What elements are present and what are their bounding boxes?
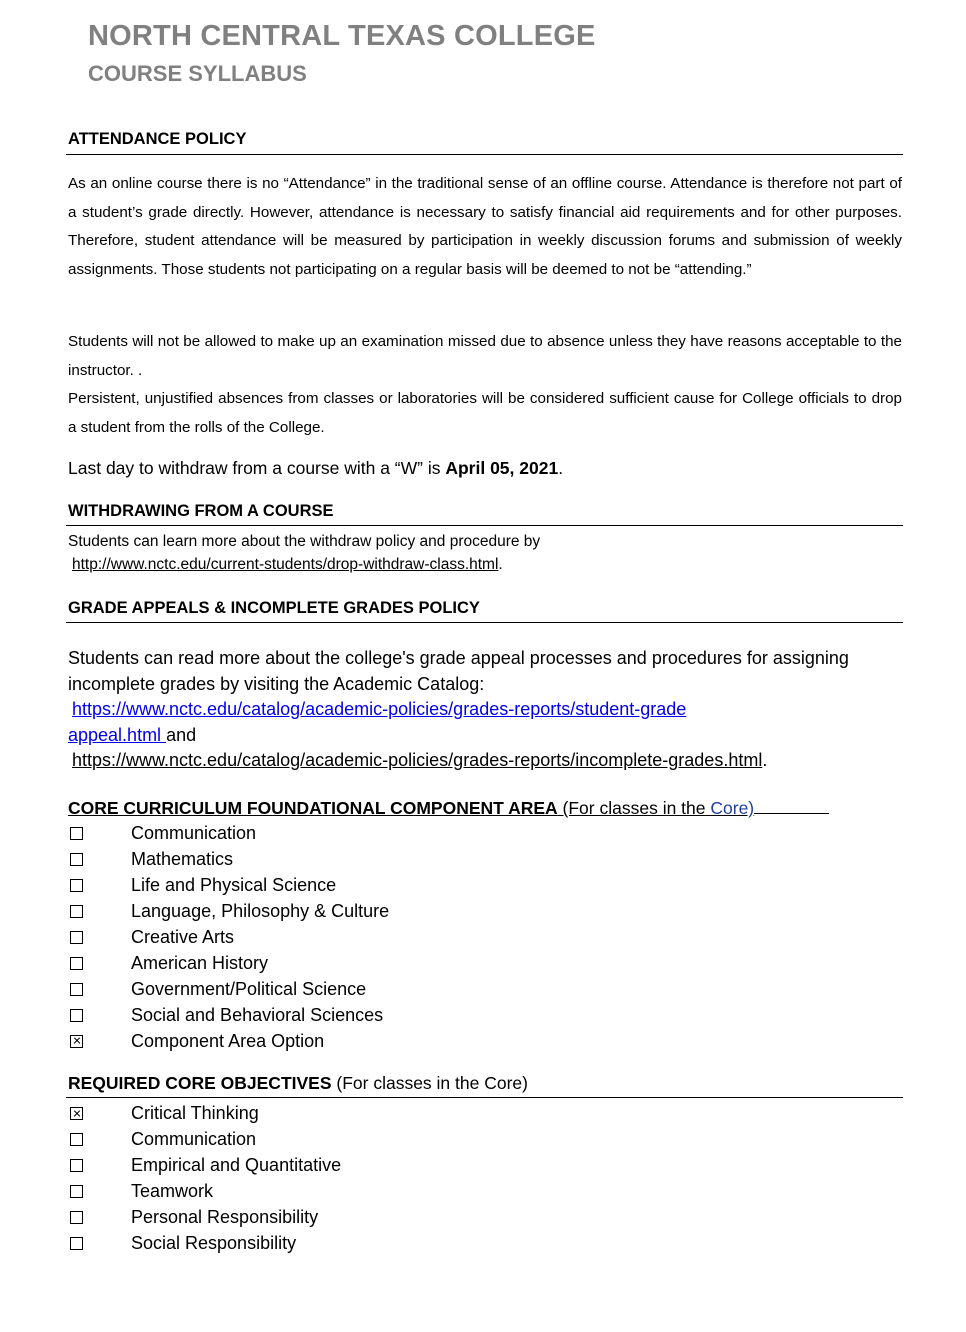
link-suffix: .: [762, 750, 768, 770]
item-label: Social and Behavioral Sciences: [131, 1004, 384, 1025]
section-divider: [66, 1097, 903, 1098]
attendance-paragraph: As an online course there is no “Attendance” in the traditional sense of an offline course. Attendance is therefore not part of a student’s grade directly. However, attendance is necessary to satisfy financial aid requirements and for other purposes. Therefore, student attendance will be measured by participation in weekly discussion forums and submission of weekly assignments. Those students not participating on a regular basis will be deemed to not be “attending.”: [68, 175, 902, 278]
checkbox-unchecked-icon[interactable]: [70, 879, 83, 892]
withdraw-text: Students can learn more about the withdraw policy and procedure by: [68, 533, 541, 550]
core-objective-item: [68, 1230, 341, 1256]
incomplete-grades-link[interactable]: https://www.nctc.edu/catalog/academic-policies/grades-reports/incomplete-grades.html: [72, 750, 763, 770]
item-label: Language, Philosophy & Culture: [131, 901, 390, 922]
checkbox-checked-icon[interactable]: [70, 1035, 83, 1048]
item-label: Communication: [131, 1129, 257, 1150]
core-link[interactable]: Core): [710, 798, 755, 818]
core-area-item: [68, 925, 389, 951]
core-area-item: [68, 976, 389, 1002]
checkbox-checked-icon[interactable]: [70, 1107, 83, 1120]
core-objectives-title: REQUIRED CORE OBJECTIVES: [68, 1073, 332, 1093]
core-objective-item: [68, 1205, 341, 1231]
core-area-item: [68, 847, 389, 873]
checkbox-unchecked-icon[interactable]: [70, 827, 83, 840]
item-label: Life and Physical Science: [131, 875, 337, 896]
checkbox-unchecked-icon[interactable]: [70, 1159, 83, 1172]
withdrawing-heading: WITHDRAWING FROM A COURSE: [68, 502, 334, 520]
core-area-item: [68, 821, 389, 847]
checkbox-unchecked-icon[interactable]: [70, 1237, 83, 1250]
makeup-exam-text: Students will not be allowed to make up an examination missed due to absence unless they have reasons acceptable to the instructor. .: [68, 333, 902, 379]
item-label: Component Area Option: [131, 1030, 325, 1051]
last-day-suffix: .: [558, 458, 564, 478]
core-area-item: [68, 950, 389, 976]
item-label: Critical Thinking: [131, 1103, 259, 1124]
checkbox-unchecked-icon[interactable]: [70, 1133, 83, 1146]
checkbox-unchecked-icon[interactable]: [70, 1185, 83, 1198]
attendance-policy-heading: ATTENDANCE POLICY: [68, 130, 247, 148]
student-grade-appeal-link[interactable]: https://www.nctc.edu/catalog/academic-policies/grades-reports/student-grade: [72, 699, 687, 719]
last-day-text: Last day to withdraw from a course with a “W” is: [68, 458, 446, 478]
grade-appeals-heading: GRADE APPEALS & INCOMPLETE GRADES POLICY: [68, 599, 480, 617]
item-label: Government/Political Science: [131, 978, 367, 999]
core-objective-item: [68, 1179, 341, 1205]
withdraw-info: [68, 530, 540, 576]
makeup-exam-paragraph: [68, 328, 902, 442]
core-area-item: [68, 899, 389, 925]
core-curriculum-paren: (For classes in the: [557, 798, 711, 818]
checkbox-unchecked-icon[interactable]: [70, 931, 83, 944]
document-type: COURSE SYLLABUS: [88, 61, 307, 86]
item-label: Personal Responsibility: [131, 1207, 319, 1227]
section-divider: [66, 154, 903, 155]
and-text: and: [166, 724, 197, 745]
core-objectives-paren: (For classes in the Core): [331, 1073, 528, 1093]
item-label: Empirical and Quantitative: [131, 1155, 342, 1176]
item-label: Social Responsibility: [131, 1232, 297, 1253]
college-name: NORTH CENTRAL TEXAS COLLEGE: [88, 20, 596, 52]
checkbox-unchecked-icon[interactable]: [70, 1009, 83, 1022]
blank-underline: [754, 799, 829, 814]
core-area-item: [68, 1028, 389, 1054]
core-curriculum-list: [68, 821, 389, 1054]
checkbox-unchecked-icon[interactable]: [70, 1211, 83, 1224]
last-day-withdraw: [68, 458, 563, 479]
core-objective-item: [68, 1153, 341, 1179]
item-label: Mathematics: [131, 849, 234, 870]
link-suffix: .: [498, 556, 503, 573]
grade-appeals-text: Students can read more about the college's grade appeal processes and procedures for assigning incomplete grades by visiting the Academic Catalog:: [68, 648, 849, 694]
item-label: Creative Arts: [131, 927, 235, 947]
core-curriculum-heading: [68, 798, 829, 819]
checkbox-unchecked-icon[interactable]: [70, 957, 83, 970]
core-curriculum-title: CORE CURRICULUM FOUNDATIONAL COMPONENT AREA: [68, 798, 558, 818]
core-objective-item: [68, 1127, 341, 1153]
student-grade-appeal-link-cont[interactable]: appeal.html: [68, 724, 167, 745]
core-objectives-list: [68, 1101, 341, 1256]
withdraw-link[interactable]: http://www.nctc.edu/current-students/drop-withdraw-class.html: [72, 556, 499, 573]
item-label: Teamwork: [131, 1181, 214, 1202]
core-objective-item: [68, 1101, 341, 1127]
absences-text: Persistent, unjustified absences from classes or laboratories will be considered sufficient cause for College officials to drop a student from the rolls of the College.: [68, 390, 902, 436]
section-divider: [66, 622, 903, 623]
item-label: Communication: [131, 823, 257, 844]
core-area-item: [68, 1002, 389, 1028]
section-divider: [66, 525, 903, 526]
grade-appeals-paragraph: [68, 646, 908, 774]
checkbox-unchecked-icon[interactable]: [70, 983, 83, 996]
checkbox-unchecked-icon[interactable]: [70, 853, 83, 866]
core-area-item: [68, 873, 389, 899]
item-label: American History: [131, 952, 269, 973]
core-objectives-heading: [68, 1073, 528, 1094]
checkbox-unchecked-icon[interactable]: [70, 905, 83, 918]
last-day-date: April 05, 2021: [445, 458, 559, 478]
